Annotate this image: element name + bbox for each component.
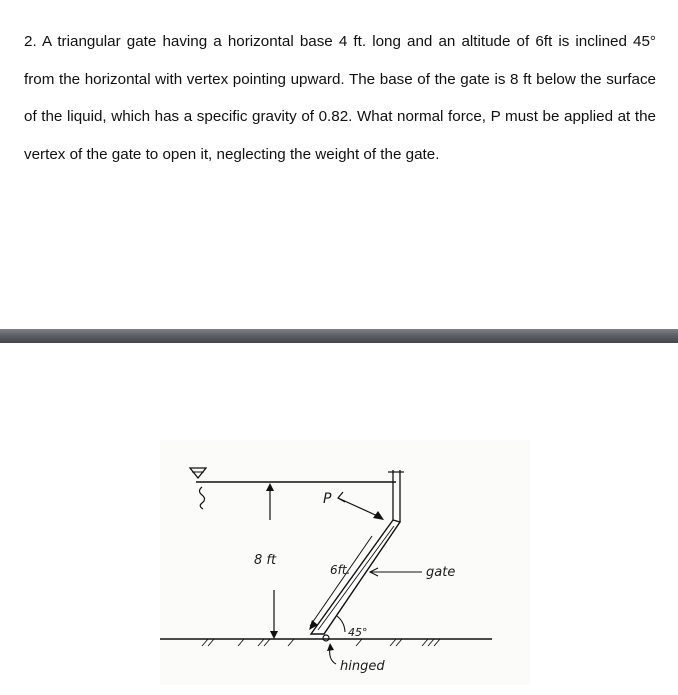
angle-arc bbox=[337, 616, 345, 632]
problem-statement: 2. A triangular gate having a horizontal base 4 ft. long and an altitude of 6ft is inclined 45° from the horizontal with vertex pointing upward. The base of the gate is 8 ft below the surface of the liquid, which has a specific gravity of 0.82. What normal force, P must be applied at the vertex of the gate to open it, neglecting the weight of the gate. bbox=[24, 33, 656, 163]
hinge-icon bbox=[323, 635, 329, 641]
gate-label: gate bbox=[426, 565, 456, 580]
depth-arrow-down-icon bbox=[270, 631, 278, 639]
gate-length-label: 6ft. bbox=[330, 563, 351, 577]
depth-label: 8 ft bbox=[254, 553, 277, 568]
surface-marker-icon bbox=[190, 468, 206, 478]
gate-diagram bbox=[160, 440, 530, 685]
gate-length-dim bbox=[310, 536, 372, 626]
gate-plate bbox=[311, 520, 400, 634]
surface-squiggle bbox=[200, 487, 205, 509]
section-divider-bar bbox=[0, 329, 678, 343]
force-label: P bbox=[323, 491, 332, 507]
hinge-leader-head bbox=[327, 643, 334, 651]
force-arrow-head-icon bbox=[373, 511, 384, 520]
hinge-label: hinged bbox=[340, 659, 385, 674]
angle-label: 45° bbox=[348, 626, 368, 639]
gate-inner-line bbox=[318, 526, 394, 630]
depth-arrow-up-icon bbox=[266, 483, 274, 491]
ground-hatching bbox=[202, 639, 440, 646]
